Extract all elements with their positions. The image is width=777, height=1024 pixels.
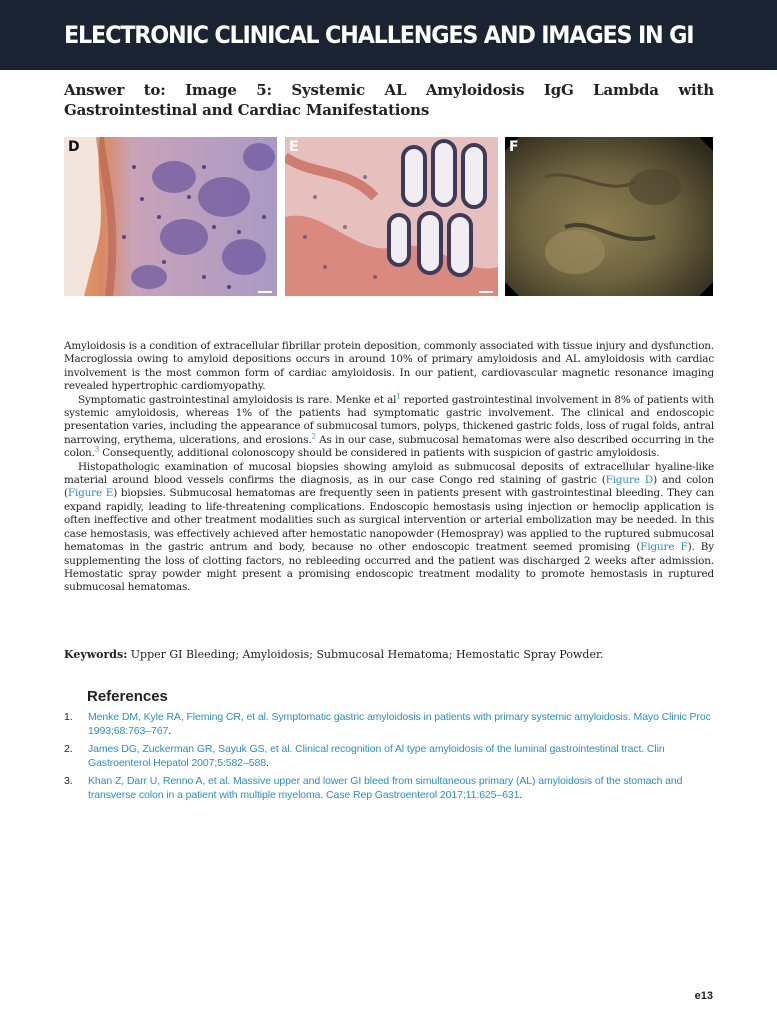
article-body [64, 340, 714, 595]
banner-title: ELECTRONIC CLINICAL CHALLENGES AND IMAGES IN GI [64, 21, 694, 49]
reference-item: 3. Khan Z, Darr U, Renno A, et al. Massive upper and lower GI bleed from simultaneous primary (AL) amyloidosis of the stomach and transverse colon in a patient with multiple myeloma. Case Rep Gastroenterol 2017;11:625–631. [64, 774, 683, 802]
keywords [64, 648, 714, 661]
figure-panel-f [505, 137, 713, 296]
figure-panel-d [64, 137, 277, 296]
reference-item: 2. James DG, Zuckerman GR, Sayuk GS, et al. Clinical recognition of Al type amyloidosis of the luminal gastrointestinal tract. Clin Gastroenterol Hepatol 2007;5:582–588. [64, 742, 665, 770]
figure-f-link[interactable]: Figure F [640, 541, 688, 554]
keywords-label: Keywords: [64, 648, 128, 661]
paragraph-3: Histopathologic examination of mucosal biopsies showing amyloid as submucosal deposits of extracellular hyaline-like material around blood vessels confirms the diagnosis, as in our case Congo red staining of gastric (Figure D) and colon (Figure E) biopsies. Submucosal hematomas are frequently seen in patients present with gastrointestinal bleeding. They can expand rapidly, leading to life-threatening complications. Endoscopic hemostasis using injection or hemoclip application is often ineffective and other treatment modalities such as surgical intervention or arterial embolization may be needed. In this case hemostasis, was effectively achieved after hemostatic nanopowder (Hemospray) was applied to the ruptured submucosal hematomas in the gastric antrum and body, because no other endoscopic treatment seemed promising (Figure F). By supplementing the loss of clotting factors, no rebleeding occurred and the patient was discharged 2 weeks after admission. Hemostatic spray powder might present a promising endoscopic treatment modality to promote hemostasis in ruptured submucosal hematomas. [64, 460, 714, 594]
article-title: Answer to: Image 5: Systemic AL Amyloidosis IgG Lambda with Gastrointestinal and Cardiac Manifestations [64, 81, 714, 119]
panel-label-e: E [289, 139, 299, 155]
panel-label-d: D [68, 139, 80, 155]
citation-3-link[interactable]: 3 [94, 445, 100, 454]
journal-banner [0, 0, 777, 70]
page-number: e13 [694, 990, 713, 1002]
reference-item: 1. Menke DM, Kyle RA, Fleming CR, et al. Symptomatic gastric amyloidosis in patients with primary systemic amyloidosis. Mayo Clinic Proc 1993;68:763–767. [64, 711, 711, 738]
reference-list [64, 710, 716, 805]
references-heading: References [87, 688, 168, 705]
reference-link-3[interactable]: Khan Z, Darr U, Renno A, et al. Massive upper and lower GI bleed from simultaneous primary (AL) amyloidosis of the stomach and transverse colon in a patient with multiple myeloma. Case Rep Gastroenterol 2017;11:625–631 [88, 774, 683, 802]
reference-link-1[interactable]: Menke DM, Kyle RA, Fleming CR, et al. Symptomatic gastric amyloidosis in patients with primary systemic amyloidosis. Mayo Clinic Proc 1993;68:763–767 [88, 711, 711, 738]
citation-2-link[interactable]: 2 [311, 432, 316, 441]
citation-1-link[interactable]: 1 [396, 392, 401, 401]
paragraph-1: Amyloidosis is a condition of extracellular fibrillar protein deposition, commonly associated with tissue injury and dysfunction. Macroglossia owing to amyloid depositions occurs in around 10% of primary amyloidosis and AL amyloidosis with cardiac involvement is the most common form of cardiac amyloidosis. In our patient, cardiovascular magnetic resonance imaging revealed hypertrophic cardiomyopathy. [64, 340, 714, 393]
figure-d-link[interactable]: Figure D [605, 474, 654, 487]
reference-link-2[interactable]: James DG, Zuckerman GR, Sayuk GS, et al. Clinical recognition of Al type amyloidosis of the luminal gastrointestinal tract. Clin Gastroenterol Hepatol 2007;5:582–588 [88, 742, 665, 770]
keywords-text: Upper GI Bleeding; Amyloidosis; Submucosal Hematoma; Hemostatic Spray Powder. [127, 648, 604, 661]
paragraph-2: Symptomatic gastrointestinal amyloidosis is rare. Menke et al$^1$ reported gastrointestinal involvement in 8% of patients with systemic amyloidosis, whereas 1% of the patients had symptomatic gastric involvement. The clinical and endoscopic presentation varies, including the appearance of submucosal tumors, polyps, thickened gastric folds, loss of rugal folds, antral narrowing, erythema, ulcerations, and erosions.$^2$ As in our case, submucosal hematomas were also described occurring in the colon.$^3$ Consequently, additional colonoscopy should be considered in patients with suspicion of gastric amyloidosis. [64, 392, 715, 460]
histology-gastric-image [64, 137, 277, 296]
figure-panel-e [285, 137, 498, 296]
histology-colon-image [285, 137, 498, 296]
endoscopy-image [505, 137, 713, 296]
figure-e-link[interactable]: Figure E [67, 487, 114, 500]
panel-label-f: F [509, 139, 519, 155]
